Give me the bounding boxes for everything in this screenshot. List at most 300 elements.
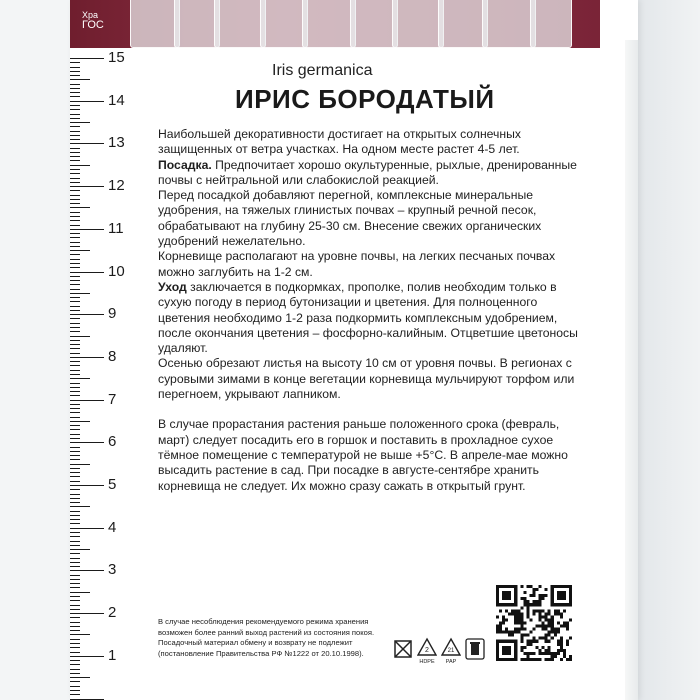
qr-module xyxy=(545,588,548,591)
qr-module xyxy=(526,643,529,646)
ruler-tick xyxy=(70,502,80,503)
qr-module xyxy=(548,612,551,615)
qr-module xyxy=(523,621,526,624)
storage-note-line: возможен более ранний выход растений из состояния покоя. xyxy=(158,627,375,637)
qr-module xyxy=(511,612,514,615)
qr-module xyxy=(569,637,572,640)
intro-paragraph: Наибольшей декоративности достигает на открытых солнечных защищенных от ветра участках. На одном месте растет 4-5 лет. xyxy=(158,127,521,157)
qr-module xyxy=(545,652,548,655)
qr-module xyxy=(539,658,542,661)
pap-label: PAP xyxy=(445,659,457,665)
seed-bag xyxy=(260,0,308,48)
ruler-tick xyxy=(70,459,80,460)
ruler-tick xyxy=(70,143,104,144)
qr-module xyxy=(542,621,545,624)
qr-module xyxy=(554,628,557,631)
ruler-tick xyxy=(70,190,80,191)
qr-module xyxy=(532,603,535,606)
qr-module xyxy=(548,609,551,612)
qr-module xyxy=(554,609,557,612)
ruler-tick xyxy=(70,378,90,379)
ruler-tick xyxy=(70,596,80,597)
qr-module xyxy=(539,618,542,621)
qr-module xyxy=(542,646,545,649)
qr-module xyxy=(566,621,569,624)
ruler-tick xyxy=(70,622,80,623)
qr-module xyxy=(539,625,542,628)
ruler-tick xyxy=(70,242,80,243)
qr-module xyxy=(557,621,560,624)
qr-module xyxy=(499,631,502,634)
ruler-tick xyxy=(70,318,80,319)
ruler-tick xyxy=(70,126,80,127)
qr-module xyxy=(569,618,572,621)
ruler-tick xyxy=(70,75,80,76)
ruler-tick xyxy=(70,229,104,230)
qr-module xyxy=(532,628,535,631)
ruler-tick xyxy=(70,575,80,576)
qr-module xyxy=(566,625,569,628)
qr-module xyxy=(560,625,563,628)
qr-module xyxy=(514,612,517,615)
backdrop-right xyxy=(638,0,700,700)
ruler-tick xyxy=(70,421,90,422)
qr-module xyxy=(496,631,499,634)
qr-module xyxy=(526,585,529,588)
ruler-tick xyxy=(70,301,80,302)
header-label-strip xyxy=(70,0,600,48)
care-instructions xyxy=(158,127,584,494)
recycle-pap-icon xyxy=(441,637,461,665)
ruler-tick xyxy=(70,357,104,358)
qr-module xyxy=(529,643,532,646)
qr-module xyxy=(554,631,557,634)
qr-module xyxy=(563,625,566,628)
ruler-number: 14 xyxy=(108,91,125,109)
qr-module xyxy=(520,621,523,624)
qr-module xyxy=(502,615,505,618)
qr-module xyxy=(517,618,520,621)
ruler-tick xyxy=(70,272,104,273)
qr-module xyxy=(532,594,535,597)
ruler-tick xyxy=(70,476,80,477)
seed-bag xyxy=(350,0,398,48)
ruler-tick xyxy=(70,310,80,311)
qr-module xyxy=(529,658,532,661)
autumn-paragraph: Осенью обрезают листья на высоту 10 см от уровня почвы. В регионах с суровыми зимами в конце вегетации корневища мульчируют торфом или перегноем, укрывают лапником. xyxy=(158,356,575,402)
qr-module xyxy=(563,649,566,652)
ruler-number: 4 xyxy=(108,518,117,536)
ruler-tick xyxy=(70,122,90,123)
qr-module xyxy=(508,612,511,615)
ruler-tick xyxy=(70,660,80,661)
ruler-tick xyxy=(70,677,90,678)
ruler-tick xyxy=(70,71,80,72)
no-wash-icon xyxy=(393,637,413,665)
qr-module xyxy=(545,628,548,631)
qr-module xyxy=(499,628,502,631)
ruler-tick xyxy=(70,156,80,157)
ruler-tick xyxy=(70,438,80,439)
qr-module xyxy=(560,649,563,652)
qr-module xyxy=(557,609,560,612)
ruler-tick xyxy=(70,114,80,115)
ruler-tick xyxy=(70,536,80,537)
storage-note-line: Посадочный материал обмену и возврату не подлежит xyxy=(158,638,353,648)
ruler-tick xyxy=(70,62,80,63)
qr-module xyxy=(532,600,535,603)
ruler-tick xyxy=(70,464,90,465)
trash-bin-icon xyxy=(465,637,485,665)
care-text: заключается в подкормках, прополке, полив необходим только в сухую погоду в период бутонизации и цветения. Для полноценного цветения необходимо 1-2 раза подкормить комплексным удобрением, после окончания цветения – фосфорно-калийным. Отцветшие цветоносы удаляют. xyxy=(158,279,578,356)
qr-module xyxy=(532,640,535,643)
card-edge-shadow xyxy=(625,40,638,700)
qr-module xyxy=(548,658,551,661)
qr-module xyxy=(545,618,548,621)
qr-module xyxy=(532,609,535,612)
qr-module xyxy=(496,615,499,618)
qr-module xyxy=(551,631,554,634)
qr-module xyxy=(523,591,526,594)
qr-module xyxy=(529,594,532,597)
qr-module xyxy=(548,634,551,637)
ruler-tick xyxy=(70,528,104,529)
ruler-tick xyxy=(70,109,80,110)
ruler-tick xyxy=(70,404,80,405)
qr-module xyxy=(551,652,554,655)
qr-module xyxy=(526,640,529,643)
ruler-tick xyxy=(70,609,80,610)
early-sprout-paragraph: В случае прорастания растения раньше положенного срока (февраль, март) следует посадить его в горшок и поставить в прохладное сухое тёмное помещение с температурой не выше +5°С. В апреле-мае можно высадить растение в сад. При посадке в августе-сентябре хранить корневища не следует. Их можно сразу сажать в открытый грунт. xyxy=(158,417,568,493)
qr-module xyxy=(523,658,526,661)
ruler-tick xyxy=(70,412,80,413)
qr-module xyxy=(529,652,532,655)
qr-module xyxy=(520,640,523,643)
ruler-tick xyxy=(70,233,80,234)
ruler-number: 11 xyxy=(108,219,124,237)
qr-module xyxy=(557,649,560,652)
seed-bag xyxy=(130,0,180,48)
seed-bag xyxy=(214,0,266,48)
qr-module xyxy=(560,643,563,646)
ruler-number: 1 xyxy=(108,646,117,664)
qr-module xyxy=(566,640,569,643)
ruler-tick xyxy=(70,199,80,200)
ruler-tick xyxy=(70,549,90,550)
qr-module xyxy=(514,621,517,624)
qr-module xyxy=(539,585,542,588)
qr-module xyxy=(536,658,539,661)
ruler-number: 13 xyxy=(108,134,125,152)
ruler-tick xyxy=(70,570,104,571)
qr-module xyxy=(526,603,529,606)
ruler-scale xyxy=(70,40,130,700)
planting-paragraph xyxy=(158,158,584,189)
ruler-tick xyxy=(70,669,80,670)
ruler-tick xyxy=(70,417,80,418)
qr-module xyxy=(517,609,520,612)
qr-module xyxy=(548,640,551,643)
qr-module xyxy=(499,609,502,612)
qr-module xyxy=(520,625,523,628)
qr-module xyxy=(523,646,526,649)
ruler-tick xyxy=(70,131,80,132)
qr-module xyxy=(532,652,535,655)
ruler-tick xyxy=(70,225,80,226)
qr-module xyxy=(536,600,539,603)
ruler-tick xyxy=(70,541,80,542)
ruler-tick xyxy=(70,361,80,362)
qr-module xyxy=(545,640,548,643)
ruler-tick xyxy=(70,481,80,482)
ruler-tick xyxy=(70,323,80,324)
ruler-tick xyxy=(70,451,80,452)
qr-finder-pattern xyxy=(502,646,511,655)
ruler-tick xyxy=(70,681,80,682)
storage-note-line: (постановление Правительства РФ №1222 от 20.10.1998). xyxy=(158,648,364,658)
qr-module xyxy=(526,655,529,658)
ruler-tick xyxy=(70,160,80,161)
ruler-tick xyxy=(70,263,80,264)
qr-module xyxy=(526,658,529,661)
qr-module xyxy=(529,631,532,634)
qr-module xyxy=(548,631,551,634)
seed-bag xyxy=(392,0,444,48)
ruler-tick xyxy=(70,169,80,170)
ruler-tick xyxy=(70,370,80,371)
qr-module xyxy=(563,621,566,624)
ruler-tick xyxy=(70,391,80,392)
qr-module xyxy=(542,652,545,655)
qr-module xyxy=(514,618,517,621)
qr-module xyxy=(523,600,526,603)
ruler-tick xyxy=(70,425,80,426)
ruler-tick xyxy=(70,472,80,473)
qr-module xyxy=(557,643,560,646)
qr-module xyxy=(499,625,502,628)
ruler-tick xyxy=(70,331,80,332)
ruler-tick xyxy=(70,67,80,68)
ruler-number: 9 xyxy=(108,305,117,323)
ruler-tick xyxy=(70,630,80,631)
qr-module xyxy=(529,603,532,606)
qr-module xyxy=(520,615,523,618)
qr-module xyxy=(563,609,566,612)
qr-module xyxy=(557,612,560,615)
ruler-tick xyxy=(70,647,80,648)
ruler-tick xyxy=(70,306,80,307)
qr-module xyxy=(502,621,505,624)
qr-module xyxy=(554,634,557,637)
qr-module xyxy=(560,646,563,649)
ruler-tick xyxy=(70,485,104,486)
qr-module xyxy=(536,640,539,643)
qr-module xyxy=(542,615,545,618)
qr-module xyxy=(539,597,542,600)
qr-module xyxy=(526,652,529,655)
qr-module xyxy=(569,655,572,658)
qr-module xyxy=(569,658,572,661)
ruler-tick xyxy=(70,579,80,580)
ruler-tick xyxy=(70,592,90,593)
qr-module xyxy=(523,597,526,600)
ruler-tick xyxy=(70,353,80,354)
care-label: Уход xyxy=(158,279,187,294)
ruler-number: 2 xyxy=(108,604,117,622)
ruler-tick xyxy=(70,336,90,337)
qr-module xyxy=(557,640,560,643)
qr-module xyxy=(529,585,532,588)
strip-text xyxy=(82,10,104,30)
ruler-tick xyxy=(70,139,80,140)
qr-module xyxy=(566,643,569,646)
qr-module xyxy=(548,652,551,655)
qr-module xyxy=(517,615,520,618)
ruler-tick xyxy=(70,293,90,294)
qr-module xyxy=(514,631,517,634)
qr-module xyxy=(551,621,554,624)
qr-module xyxy=(551,625,554,628)
ruler-tick xyxy=(70,186,104,187)
qr-module xyxy=(536,625,539,628)
ruler-tick xyxy=(70,447,80,448)
qr-module xyxy=(523,603,526,606)
qr-module xyxy=(545,634,548,637)
ruler-number: 8 xyxy=(108,347,117,365)
ruler-tick xyxy=(70,639,80,640)
qr-module xyxy=(508,634,511,637)
qr-module xyxy=(554,612,557,615)
ruler-tick xyxy=(70,165,90,166)
qr-module xyxy=(560,640,563,643)
qr-module xyxy=(520,658,523,661)
qr-module xyxy=(560,637,563,640)
ruler-tick xyxy=(70,58,104,59)
qr-module xyxy=(514,609,517,612)
ruler-tick xyxy=(70,348,80,349)
ruler-tick xyxy=(70,558,80,559)
ruler-tick xyxy=(70,664,80,665)
storage-note-line: В случае несоблюдения рекомендуемого режима хранения xyxy=(158,617,369,626)
qr-module xyxy=(526,615,529,618)
qr-module xyxy=(539,615,542,618)
qr-module xyxy=(560,658,563,661)
pap-code: 21 xyxy=(447,648,455,654)
qr-module xyxy=(539,649,542,652)
ruler-tick xyxy=(70,207,90,208)
ruler-tick xyxy=(70,673,80,674)
ruler-tick xyxy=(70,553,80,554)
before-planting-paragraph: Перед посадкой добавляют перегной, комплексные минеральные удобрения, на тяжелых глинистых почвах – крупный речной песок, обрабатывают на глубину 25-30 см. Внесение свежих органических удобрений нежелательно. xyxy=(158,188,542,249)
qr-module xyxy=(502,618,505,621)
qr-module xyxy=(511,631,514,634)
qr-module xyxy=(566,628,569,631)
qr-module xyxy=(517,621,520,624)
qr-module xyxy=(557,631,560,634)
qr-module xyxy=(526,609,529,612)
ruler-tick xyxy=(70,494,80,495)
ruler-tick xyxy=(70,152,80,153)
ruler-tick xyxy=(70,344,80,345)
ruler-tick xyxy=(70,634,90,635)
qr-module xyxy=(563,655,566,658)
qr-module xyxy=(560,612,563,615)
ruler-tick xyxy=(70,511,80,512)
seed-bag xyxy=(302,0,356,48)
ruler-number: 3 xyxy=(108,561,117,579)
qr-module xyxy=(557,652,560,655)
ruler-tick xyxy=(70,498,80,499)
ruler-tick xyxy=(70,259,80,260)
ruler-tick xyxy=(70,220,80,221)
ruler-tick xyxy=(70,173,80,174)
ruler-tick xyxy=(70,340,80,341)
ruler-tick xyxy=(70,148,80,149)
ruler-tick xyxy=(70,613,104,614)
qr-module xyxy=(545,649,548,652)
qr-module xyxy=(539,600,542,603)
qr-module xyxy=(532,658,535,661)
ruler-tick xyxy=(70,118,80,119)
qr-module xyxy=(551,637,554,640)
qr-module xyxy=(551,658,554,661)
qr-module xyxy=(520,634,523,637)
ruler-tick xyxy=(70,254,80,255)
ruler-tick xyxy=(70,600,80,601)
qr-module xyxy=(548,621,551,624)
qr-module xyxy=(532,612,535,615)
qr-module xyxy=(520,612,523,615)
qr-module xyxy=(542,625,545,628)
ruler-tick xyxy=(70,250,90,251)
qr-module xyxy=(505,628,508,631)
qr-module xyxy=(520,649,523,652)
ruler-tick xyxy=(70,506,90,507)
qr-module xyxy=(526,612,529,615)
planting-text: Предпочитает хорошо окультуренные, рыхлые, дренированные почвы с нейтральной или слабокислой реакцией. xyxy=(158,157,577,187)
qr-module xyxy=(526,606,529,609)
qr-module xyxy=(551,615,554,618)
planting-label: Посадка. xyxy=(158,157,212,172)
ruler-tick xyxy=(70,656,104,657)
qr-module xyxy=(511,634,514,637)
qr-module xyxy=(532,588,535,591)
ruler-tick xyxy=(70,92,80,93)
ruler-tick xyxy=(70,583,80,584)
ruler-tick xyxy=(70,383,80,384)
ruler-tick xyxy=(70,566,80,567)
ruler-tick xyxy=(70,699,104,700)
ruler-tick xyxy=(70,374,80,375)
qr-module xyxy=(554,655,557,658)
seed-bag xyxy=(438,0,488,48)
qr-module xyxy=(548,646,551,649)
ruler-tick xyxy=(70,212,80,213)
qr-module xyxy=(545,625,548,628)
ruler-tick xyxy=(70,519,80,520)
qr-module xyxy=(548,649,551,652)
qr-module xyxy=(536,609,539,612)
qr-module xyxy=(520,606,523,609)
qr-module xyxy=(523,652,526,655)
hdpe-label: HDPE xyxy=(419,659,435,665)
seed-bag xyxy=(530,0,572,48)
backdrop-left xyxy=(0,0,70,700)
qr-module xyxy=(563,652,566,655)
qr-module xyxy=(526,634,529,637)
ruler-tick xyxy=(70,327,80,328)
qr-module xyxy=(511,609,514,612)
